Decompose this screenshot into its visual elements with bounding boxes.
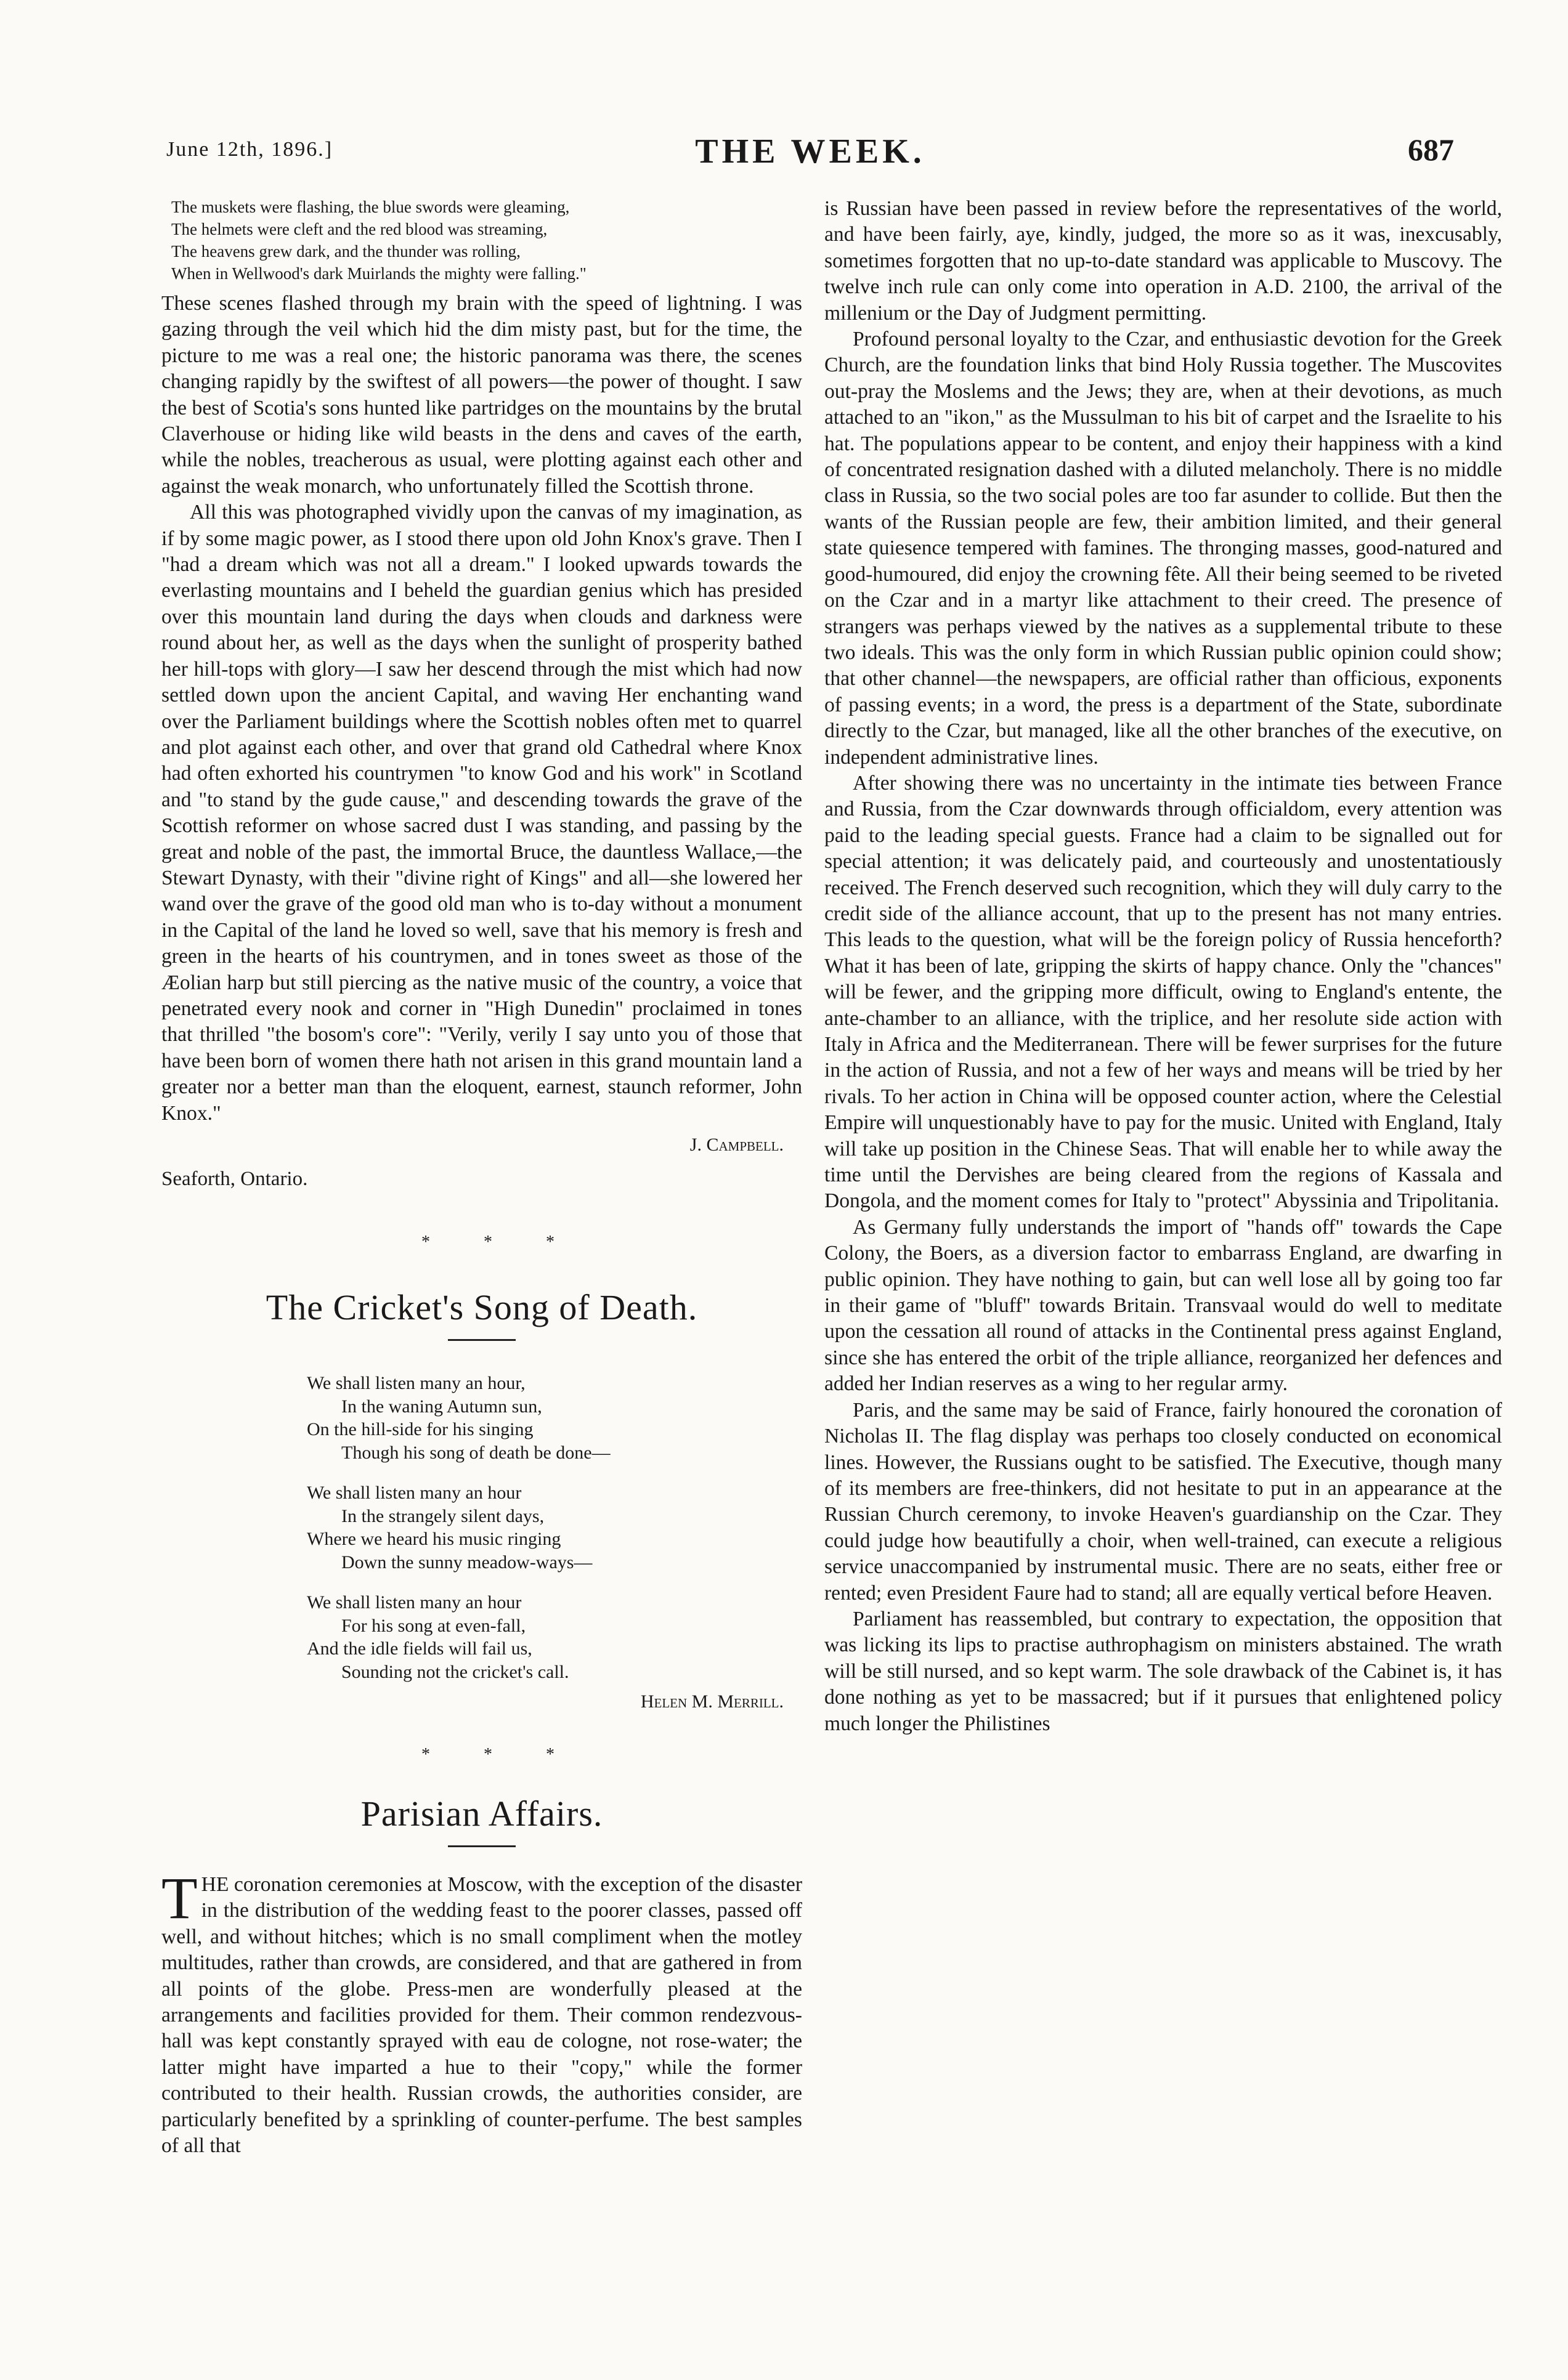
poem-stanza — [307, 1372, 802, 1464]
poem-line: Where we heard his music ringing — [307, 1529, 561, 1549]
title-rule — [448, 1339, 516, 1341]
poem-line: And the idle fields will fail us, — [307, 1638, 532, 1659]
right-column — [824, 196, 1502, 1737]
page-number: 687 — [1408, 132, 1454, 167]
poem-line: On the hill-side for his singing — [307, 1419, 534, 1439]
body-paragraph: These scenes flashed through my brain with the speed of lightning. I was gazing through the veil which hid the dim misty past, but for the time, the picture to me was a real one; the historic panorama was there, the scenes changing rapidly by the swiftest of all powers—the power of thought. I saw the best of Scotia's sons hunted like partridges on the mountains by the brutal Claverhouse or hiding like wild beasts in the dens and caves of the earth, while the nobles, treacherous as usual, were plotting against each other and against the weak monarch, who unfortunately filled the Scottish throne. — [161, 292, 802, 498]
body-paragraph: Profound personal loyalty to the Czar, and enthusiastic devotion for the Greek Church, are the foundation links that bind Holy Russia together. The Muscovites out-pray the Moslems and the Jews; they are, when at their devotions, as much attached to an "ikon," as the Mussulman to his bit of carpet and the Israelite to his hat. The populations appear to be content, and enjoy their happiness with a kind of concentrated resignation dashed with a diluted melancholy. There is no middle class in Russia, so the two social poles are too far asunder to collide. But then the wants of the Russian people are few, their ambition limited, and their general state quiesence tempered with famines. The thronging masses, good-natured and good-humoured, did enjoy the crowning fête. All their being seemed to be riveted on the Czar and in a martyr like attachment to their creed. The presence of strangers was perhaps viewed by the natives as a supplemental tribute to these two ideals. This was the only form in which Russian public opinion could show; that other channel—the newspapers, are official rather than officious, exponents of passing events; in a word, the press is a department of the State, subordinate directly to the Czar, but managed, like all the other branches of the executive, on independent administrative lines. — [824, 328, 1502, 769]
poem-line: In the waning Autumn sun, — [341, 1396, 542, 1417]
poem-line: We shall listen many an hour, — [307, 1373, 526, 1393]
section-divider: * * * — [421, 1232, 579, 1252]
poem-stanza — [307, 1481, 802, 1574]
poem-line: In the strangely silent days, — [341, 1505, 545, 1526]
verse-line: When in Wellwood's dark Muirlands the mighty were falling." — [171, 264, 587, 283]
title-rule — [448, 1845, 516, 1847]
body-paragraph: After showing there was no uncertainty in the intimate ties between France and Russia, from the Czar downwards through officialdom, every attention was paid to the leading special guests. France had a claim to be signalled out for special attention; it was delicately paid, and courteously and unostentatiously received. The French deserved such recognition, which they will duly carry to the credit side of the alliance account, that up to the present has not many entries. This leads to the question, what will be the foreign policy of Russia henceforth? What it has been of late, gripping the skirts of happy chance. Only the "chances" will be fewer, and the gripping more difficult, owing to England's entente, the ante-chamber to an alliance, with the triplice, and her resolute side action with Italy in Africa and the Mediterranean. There will be fewer surprises for the future in the action of Russia, and not a few of her ways and means will be tried by her rivals. To her action in China will be opposed counter action, where the Celestial Empire will unquestionably have to pay for the music. United with England, Italy will take up position in the Chinese Seas. That will enable her to while away the time until the Dervishes are being cleared from the regions of Kassala and Dongola, and the moment comes for Italy to "protect" Abyssinia and Tripolitania. — [824, 771, 1502, 1213]
poem-author: Helen M. Merrill. — [640, 1691, 784, 1712]
opening-verse — [171, 196, 802, 285]
section-divider: * * * — [421, 1745, 579, 1764]
poem-line: Sounding not the cricket's call. — [341, 1661, 569, 1682]
poem-line: Down the sunny meadow-ways— — [341, 1552, 593, 1572]
poem — [307, 1372, 802, 1683]
body-paragraph: All this was photographed vividly upon the canvas of my imagination, as if by some magic power, as I stood there upon old John Knox's grave. Then I "had a dream which was not all a dream." I looked upwards towards the everlasting mountains and I beheld the guardian genius which has presided over this mountain land during the days when clouds and darkness were round about her, as well as the days when the sunlight of prosperity bathed her hill-tops with glory—I saw her descend through the mist which had now settled down upon the ancient Capital, and waving Her enchanting wand over the Parliament buildings where the Scottish nobles often met to quarrel and plot against each other, and over that grand old Cathedral where Knox had often exhorted his countrymen "to know God and his work" in Scotland and "to stand by the gude cause," and descending towards the grave of the Scottish reformer on whose sacred dust I was standing, and passing by the great and noble of the past, the immortal Bruce, the dauntless Wallace,—the Stewart Dynasty, with their "divine right of Kings" and all—she lowered her wand over the grave of the good old man who is to-day without a monument in the Capital of the land he loved so well, save that his memory is fresh and green in the hearts of his countrymen, and in tones sweet as those of the Æolian harp but still piercing as the native music of the country, a voice that penetrated every nook and corner in "High Dunedin" proclaimed in tones that thrilled "the bosom's core": "Verily, verily I say unto you of those that have been born of women there hath not arisen in this grand mountain land a greater nor a better man than the eloquent, earnest, staunch reformer, John Knox." — [161, 501, 802, 1125]
poem-line: We shall listen many an hour — [307, 1483, 522, 1503]
verse-line: The helmets were cleft and the red blood was streaming, — [171, 220, 548, 238]
poem-line: For his song at even-fall, — [341, 1615, 526, 1636]
article-title: Parisian Affairs. — [360, 1794, 603, 1834]
poem-title: The Cricket's Song of Death. — [266, 1287, 698, 1327]
poem-stanza — [307, 1591, 802, 1683]
verse-line: The heavens grew dark, and the thunder was rolling, — [171, 242, 521, 261]
body-paragraph: Parliament has reassembled, but contrary to expectation, the opposition that was licking its lips to practise authrophagism on ministers abstained. The wrath will be still nursed, and so kept warm. The sole drawback of the Cabinet is, it has done nothing as yet to be massacred; but if it pursues that enlightened policy much longer the Philistines — [824, 1607, 1502, 1735]
body-paragraph: As Germany fully understands the import of "hands off" towards the Cape Colony, the Boers, as a diversion factor to embarrass England, are dwarfing in public opinion. They have nothing to gain, but can well lose all by going too far in their game of "bluff" towards Britain. Transvaal would do well to meditate upon the cessation all round of attacks in the Continental press against England, since she has entered the orbit of the triple alliance, reorganized her defences and added her Indian reserves as a wing to her regular army. — [824, 1215, 1502, 1396]
poem-line: Though his song of death be done— — [341, 1442, 611, 1463]
author-signature: J. Campbell. — [689, 1135, 784, 1155]
body-paragraph: is Russian have been passed in review before the representatives of the world, and have been fairly, aye, kindly, judged, the more so as it was, inexcusably, sometimes forgotten that no up-to-date standard was applicable to Muscovy. The twelve inch rule can only come into operation in A.D. 2100, the arrival of the millenium or the Day of Judgment permitting. — [824, 197, 1502, 325]
masthead-title: THE WEEK. — [695, 132, 925, 171]
dateline-place: Seaforth, Ontario. — [161, 1168, 308, 1190]
article-paragraph: THE coronation ceremonies at Moscow, with the exception of the disaster in the distribution of the wedding feast to the poorer classes, passed off well, and without hitches; which is no small compliment when the motley multitudes, rather than crowds, are considered, and that are gathered in from all points of the globe. Press-men are wonderfully pleased at the arrangements and facilities provided for them. Their common rendezvous-hall was kept constantly sprayed with eau de cologne, not rose-water; the latter might have imparted a hue to their "copy," while the former contributed to their health. Russian crowds, the authorities consider, are particularly benefited by a sprinkling of counter-perfume. The best samples of all that — [161, 1865, 802, 2158]
left-column — [161, 196, 802, 2159]
body-paragraph: Paris, and the same may be said of France, fairly honoured the coronation of Nicholas II. The flag display was perhaps too closely conducted on economical lines. However, the Russians ought to be satisfied. The Executive, though many of its members are free-thinkers, did not hesitate to put in an appearance at the Russian Church ceremony, to invoke Heaven's guardianship on the Czar. They could judge how beautifully a choir, when well-trained, can execute a religious service unaccompanied by instrumental music. There are no seats, either free or rented; even President Faure had to stand; all are equally vertical before Heaven. — [824, 1398, 1502, 1605]
verse-line: The muskets were flashing, the blue swords were gleaming, — [171, 198, 570, 216]
poem-line: We shall listen many an hour — [307, 1592, 522, 1613]
issue-date: June 12th, 1896.] — [166, 138, 333, 161]
running-head — [166, 134, 1454, 171]
